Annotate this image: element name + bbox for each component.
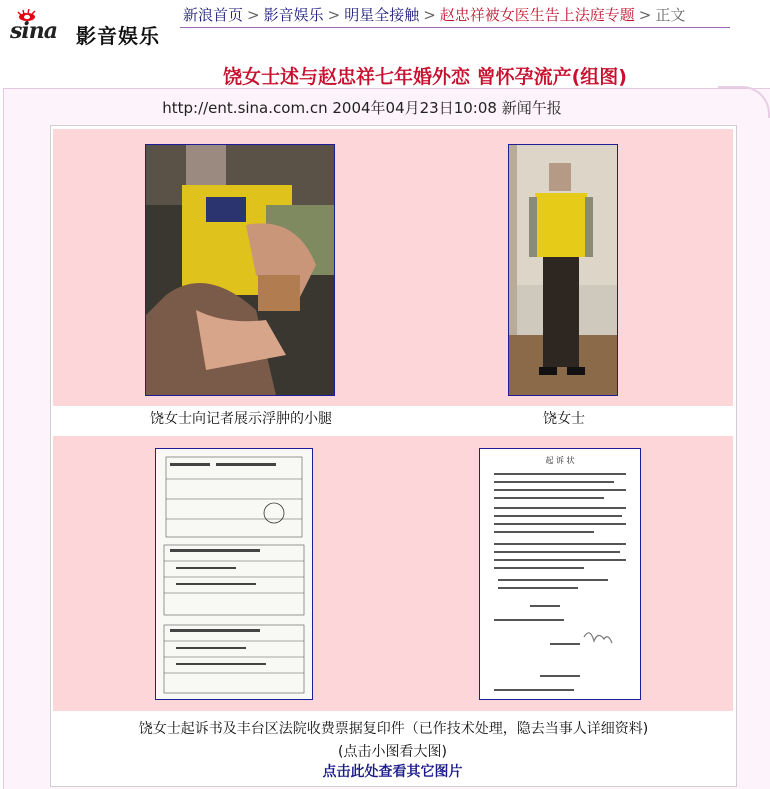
sina-logo[interactable] [10,8,160,48]
article-title: 饶女士述与赵忠祥七年婚外恋 曾怀孕流产(组图) [223,66,627,88]
photo-court-receipts-image [156,449,312,699]
click-hint: (点击小图看大图) [338,744,447,760]
article-datetime: 2004年04月23日10:08 [332,99,497,117]
photo-ms-rao-standing[interactable] [508,144,618,396]
photo-lawsuit-document[interactable] [479,448,641,700]
breadcrumb-separator: > [247,6,260,24]
channel-name: 影音娱乐 [76,24,160,48]
source-name: 新闻午报 [501,99,562,117]
photo-gallery [50,125,737,787]
breadcrumb-item-stars[interactable]: 明星全接触 [344,6,420,24]
caption-documents: 饶女士起诉书及丰台区法院收费票据复印件（已作技术处理，隐去当事人详细资料) [138,721,649,737]
source-url[interactable]: http://ent.sina.com.cn [162,99,328,117]
photo-lawsuit-document-image [480,449,640,699]
breadcrumb-separator: > [327,6,341,24]
more-photos-row [50,761,735,781]
site-header [0,0,770,56]
photo-leg-swelling[interactable] [145,144,335,396]
document-heading: 起 诉 状 [545,456,575,465]
more-photos-link[interactable]: 点击此处查看其它图片 [322,764,463,780]
photo-leg-swelling-image [146,145,334,395]
breadcrumb-underline [180,27,730,28]
breadcrumb-separator: > [423,6,436,24]
breadcrumb [183,5,685,25]
photo-court-receipts[interactable] [155,448,313,700]
breadcrumb-current: 正文 [655,6,686,24]
article-meta [0,97,724,118]
breadcrumb-separator: > [638,6,652,24]
breadcrumb-item-sina-home[interactable]: 新浪首页 [183,6,244,24]
breadcrumb-item-topic[interactable]: 赵忠祥被女医生告上法庭专题 [439,6,635,24]
caption-leg-swelling: 饶女士向记者展示浮肿的小腿 [150,411,332,427]
photo-ms-rao-standing-image [509,145,617,395]
breadcrumb-item-ent[interactable]: 影音娱乐 [263,6,324,24]
sina-logo-text: sina [10,18,57,44]
caption-ms-rao: 饶女士 [543,411,585,427]
